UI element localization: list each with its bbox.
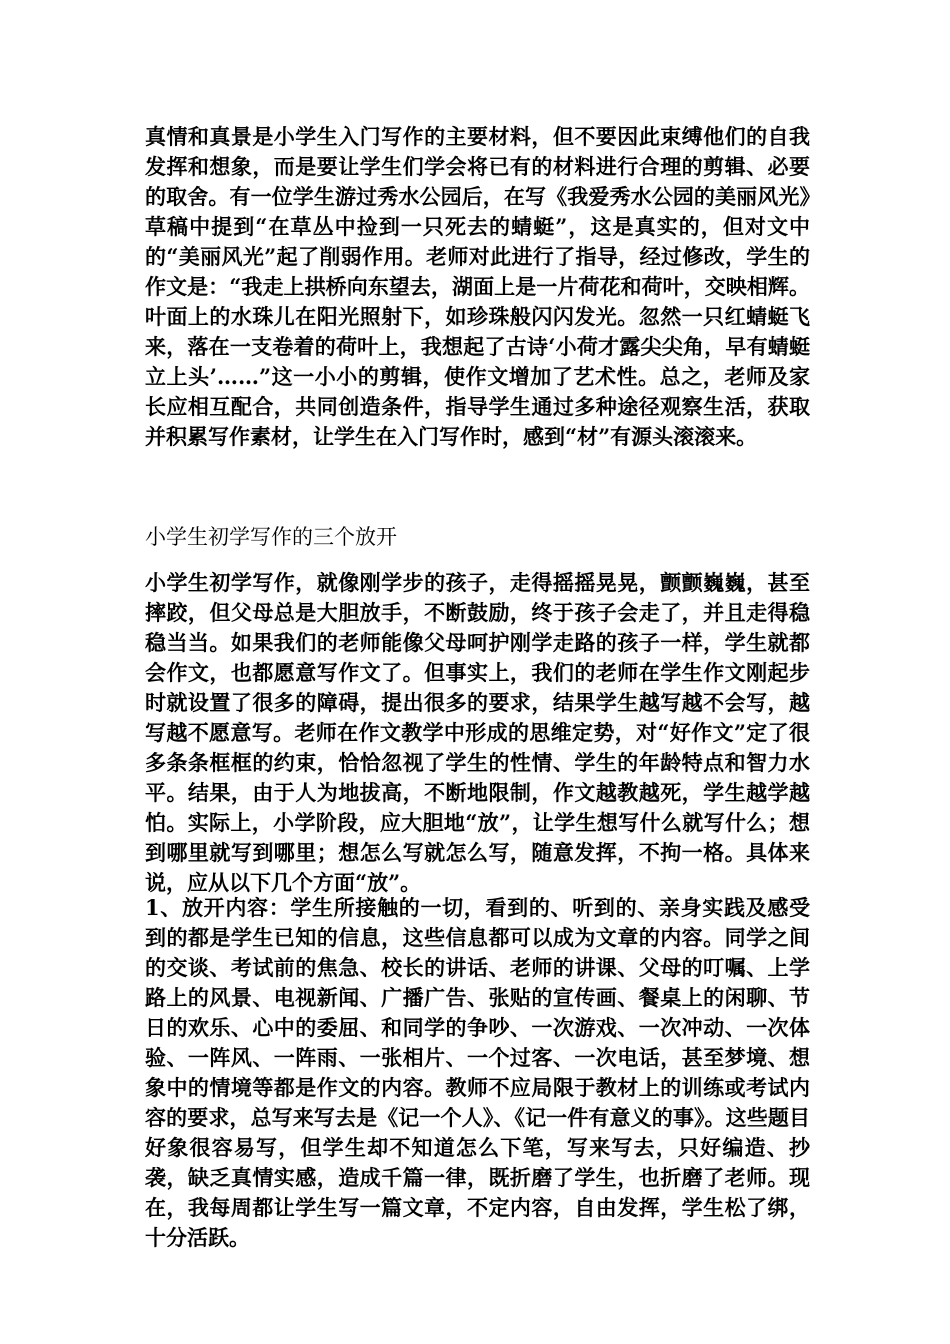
body-paragraph-3: 1、放开内容：学生所接触的一切，看到的、听到的、亲身实践及感受到的都是学生已知的信息，这些信息都可以成为文章的内容。同学之间的交谈、考试前的焦急、校长的讲话、老师的讲课、父母的叮嘱、上学路上的风景、电视新闻、广播广告、张贴的宣传画、餐桌上的闲聊、节日的欢乐、心中的委屈、和同学的争吵、一次游戏、一次冲动、一次体验、一阵风、一阵雨、一张相片、一个过客、一次电话，甚至梦境、想象中的情境等都是作文的内容。教师不应局限于教材上的训练或考试内容的要求，总写来写去是《记一个人》、《记一件有意义的事》。这些题目好象很容易写，但学生却不知道怎么下笔，写来写去，只好编造、抄袭，缺乏真情实感，造成千篇一律，既折磨了学生，也折磨了老师。现在，我每周都让学生写一篇文章，不定内容，自由发挥，学生松了绑，十分活跃。 bbox=[145, 895, 810, 1250]
section-heading: 小学生初学写作的三个放开 bbox=[145, 525, 397, 549]
body-paragraph-2: 小学生初学写作，就像刚学步的孩子，走得摇摇晃晃，颤颤巍巍，甚至摔跤，但父母总是大胆放手，不断鼓励，终于孩子会走了，并且走得稳稳当当。如果我们的老师能像父母呵护刚学走路的孩子一样，学生就都会作文，也都愿意写作文了。但事实上，我们的老师在学生作文刚起步时就设置了很多的障碍，提出很多的要求，结果学生越写越不会写，越写越不愿意写。老师在作文教学中形成的思维定势，对“好作文”定了很多条条框框的约束，恰恰忽视了学生的性情、学生的年龄特点和智力水平。结果，由于人为地拔高，不断地限制，作文越教越死，学生越学越怕。实际上，小学阶段，应大胆地“放”，让学生想写什么就写什么；想到哪里就写到哪里；想怎么写就怎么写，随意发挥，不拘一格。具体来说，应从以下几个方面“放”。 bbox=[145, 570, 810, 895]
body-paragraph-1: 真情和真景是小学生入门写作的主要材料，但不要因此束缚他们的自我发挥和想象，而是要让学生们学会将已有的材料进行合理的剪辑、必要的取舍。有一位学生游过秀水公园后，在写《我爱秀水公园的美丽风光》草稿中提到“在草丛中捡到一只死去的蜻蜓”，这是真实的，但对文中的“美丽风光”起了削弱作用。老师对此进行了指导，经过修改，学生的作文是：“我走上拱桥向东望去，湖面上是一片荷花和荷叶，交映相辉。叶面上的水珠儿在阳光照射下，如珍珠般闪闪发光。忽然一只红蜻蜓飞来，落在一支卷着的荷叶上，我想起了古诗‘小荷才露尖尖角，早有蜻蜓立上头’……”这一小小的剪辑，使作文增加了艺术性。总之，老师及家长应相互配合，共同创造条件，指导学生通过多种途径观察生活，获取并积累写作素材，让学生在入门写作时，感到“材”有源头滚滚来。 bbox=[145, 124, 810, 449]
